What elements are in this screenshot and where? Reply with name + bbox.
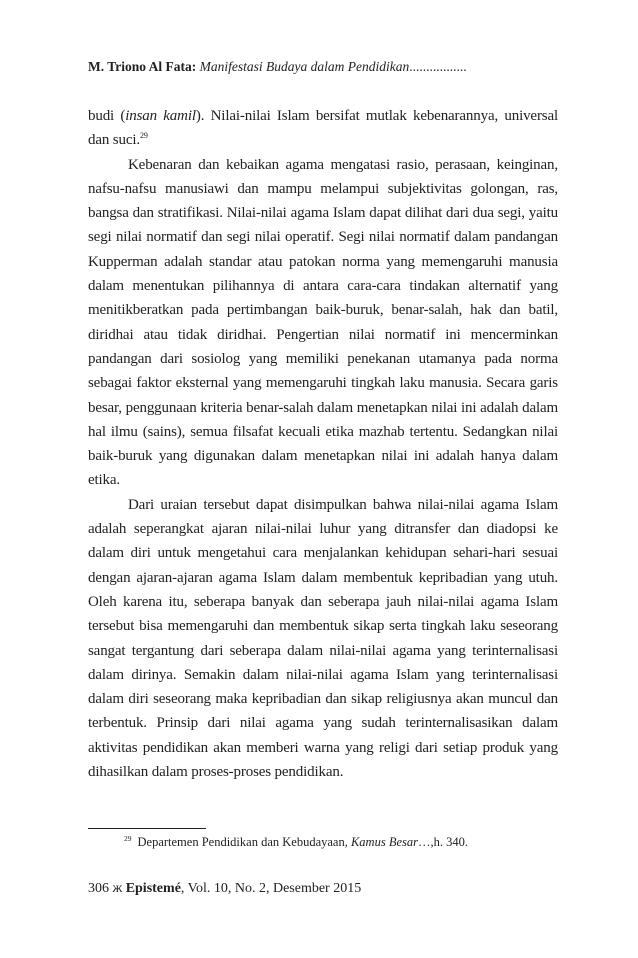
footnote-number: 29: [124, 834, 132, 843]
header-ellipsis: .................: [409, 59, 467, 74]
footnote-reference[interactable]: 29: [139, 131, 148, 141]
page-footer: [88, 880, 558, 898]
journal-issue: , Vol. 10, No. 2, Desember 2015: [180, 881, 362, 896]
body-text: [88, 104, 558, 784]
footnote-text-end: …,h. 340.: [418, 835, 468, 849]
header-author: M. Triono Al Fata:: [88, 59, 197, 74]
paragraph-1-rest: ). Nilai-nilai Islam bersifat mutlak kebenarannya, universal dan suci.: [88, 108, 559, 149]
journal-name: Epistemé: [125, 881, 181, 896]
paragraph-3: Dari uraian tersebut dapat disimpulkan bahwa nilai-nilai agama Islam adalah seperangkat ajaran nilai-nilai luhur yang ditransfer dan diadopsi ke dalam diri untuk mengetahui cara menjalankan kehidupan sehari-hari sesuai dengan ajaran-ajaran agama Islam dalam membentuk kepribadian yang utuh. Oleh karena itu, seberapa banyak dan seberapa jauh nilai-nilai agama Islam tersebut bisa memengaruhi dan membentuk sikap serta tingkah laku seseorang sangat tergantung dari seberapa dalam nilai-nilai agama yang terinternalisasi dalam dirinya. Semakin dalam nilai-nilai agama Islam yang terinternalisasi dalam diri seseorang maka kepribadian dan sikap religiusnya akan muncul dan terbentuk. Prinsip dari nilai agama yang sudah terinternalisasikan dalam aktivitas pendidikan akan memberi warna yang religi dari setiap produk yang dihasilkan dalam proses-proses pendidikan.: [88, 496, 558, 781]
header-title: Manifestasi Budaya dalam Pendidikan: [199, 59, 410, 74]
paragraph-1-start: budi (: [88, 108, 126, 124]
page-number: 306: [88, 881, 109, 896]
running-header: [88, 58, 558, 76]
paragraph-2: Kebenaran dan kebaikan agama mengatasi rasio, perasaan, keinginan, nafsu-nafsu manusiawi dan mampu melampui subjektivitas golongan, ras, bangsa dan stratifikasi. Nilai-nilai agama Islam dapat dilihat dari dua segi, yaitu segi nilai normatif dan segi nilai operatif. Segi nilai normatif dalam pandangan Kupperman adalah standar atau patokan norma yang memengaruhi manusia dalam menentukan pilihannya di antara cara-cara tindakan alternatif yang menitikberatkan pada pertimbangan baik-buruk, benar-salah, hak dan batil, diridhai atau tidak diridhai. Pengertian nilai normatif ini mencerminkan pandangan dari sosiolog yang memiliki penekanan utamanya pada norma sebagai faktor eksternal yang memengaruhi tingkah laku manusia. Secara garis besar, penggunaan kriteria benar-salah dalam menetapkan nilai ini adalah dalam hal ilmu (sains), semua filsafat kecuali etika mazhab tertentu. Sedangkan nilai baik-buruk yang digunakan dalam menetapkan nilai ini adalah hanya dalam etika.: [88, 156, 558, 489]
paragraph-1-italic-term: insan kamil: [125, 108, 196, 124]
footer-separator: ж: [112, 881, 123, 896]
footnote-divider: [88, 828, 206, 829]
footnote: [124, 834, 564, 850]
footnote-italic-title: Kamus Besar: [350, 835, 418, 849]
footnote-text-start: Departemen Pendidikan dan Kebudayaan,: [137, 835, 348, 849]
paragraph-1: [88, 104, 558, 153]
